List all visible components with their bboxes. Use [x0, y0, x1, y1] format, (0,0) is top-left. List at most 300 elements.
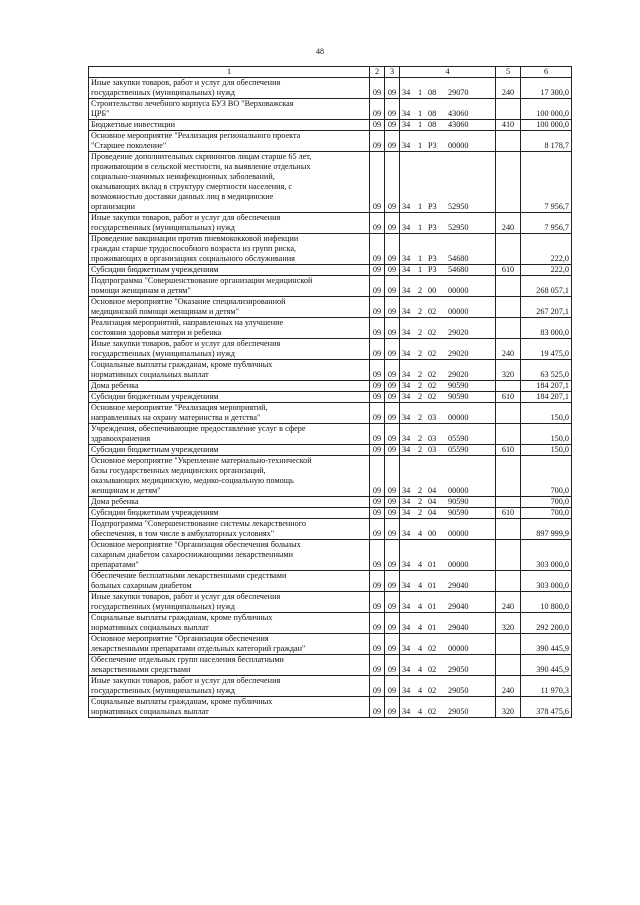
row-amount-cell: 150,0: [521, 445, 572, 456]
target-article-part: 29070: [448, 88, 469, 97]
row-name-cell: Иные закупки товаров, работ и услуг для обеспечения государственных (муниципальных) нужд: [89, 213, 370, 234]
target-article-part: 00000: [448, 644, 469, 653]
target-article-part: 90590: [448, 392, 469, 401]
target-article-part: 4: [418, 665, 423, 674]
row-target-article-cell: [400, 99, 496, 120]
row-amount-cell: 100 000,0: [521, 99, 572, 120]
row-section-cell: 09: [370, 424, 385, 445]
header-cell-expense-type: 5: [496, 67, 521, 78]
target-article-part: 54680: [448, 265, 469, 274]
target-article-part: 34: [402, 307, 411, 316]
target-article-part: 02: [428, 370, 437, 379]
row-target-article-cell: [400, 276, 496, 297]
target-article-part: 2: [418, 286, 423, 295]
target-article-part: 29040: [448, 623, 469, 632]
row-section-cell: 09: [370, 318, 385, 339]
target-article-part: 2: [418, 508, 423, 517]
target-article-part: 29050: [448, 665, 469, 674]
row-section-cell: 09: [370, 456, 385, 497]
target-article-part: 1: [418, 109, 423, 118]
row-target-article-cell: [400, 152, 496, 213]
row-name-cell: Обеспечение бесплатными лекарственными средствами больных сахарным диабетом: [89, 571, 370, 592]
row-expense-type-cell: 240: [496, 592, 521, 613]
row-target-article-cell: [400, 318, 496, 339]
row-expense-type-cell: [496, 381, 521, 392]
row-section-cell: 09: [370, 571, 385, 592]
target-article-part: 2: [418, 328, 423, 337]
row-name-cell: Основное мероприятие "Оказание специализированной медицинской помощи женщинам и детям": [89, 297, 370, 318]
row-amount-cell: 100 000,0: [521, 120, 572, 131]
row-target-article-cell: [400, 392, 496, 403]
row-expense-type-cell: 240: [496, 78, 521, 99]
row-subsection-cell: 09: [385, 456, 400, 497]
target-article-part: 34: [402, 497, 411, 506]
target-article-part: 90590: [448, 508, 469, 517]
target-article-part: 29020: [448, 328, 469, 337]
row-section-cell: 09: [370, 276, 385, 297]
target-article-part: 02: [428, 686, 437, 695]
target-article-part: 34: [402, 88, 411, 97]
target-article-part: P3: [428, 265, 437, 274]
target-article-part: 4: [418, 644, 423, 653]
row-subsection-cell: 09: [385, 152, 400, 213]
row-section-cell: 09: [370, 508, 385, 519]
row-subsection-cell: 09: [385, 339, 400, 360]
target-article-part: 00000: [448, 529, 469, 538]
target-article-part: 04: [428, 497, 437, 506]
row-expense-type-cell: [496, 456, 521, 497]
target-article-part: 2: [418, 349, 423, 358]
target-article-part: 34: [402, 413, 411, 422]
table-row: [89, 152, 572, 213]
target-article-part: P3: [428, 141, 437, 150]
target-article-part: 34: [402, 109, 411, 118]
target-article-part: 08: [428, 120, 437, 129]
row-subsection-cell: 09: [385, 265, 400, 276]
row-amount-cell: 7 956,7: [521, 152, 572, 213]
target-article-part: 03: [428, 445, 437, 454]
target-article-part: 34: [402, 202, 411, 211]
row-name-cell: Основное мероприятие "Организация обеспечения больных сахарным диабетом сахароснижающими лекарственными препаратами": [89, 540, 370, 571]
row-name-cell: Учреждения, обеспечивающие предоставление услуг в сфере здравоохранения: [89, 424, 370, 445]
target-article-part: 29020: [448, 349, 469, 358]
row-name-cell: Проведение дополнительных скринингов лицам старше 65 лет, проживающим в сельской местности, на выявление отдельных социально-значимых неинфекционных заболеваний, оказывающих вклад в структуру смертности населения, с возможностью доставки данных лиц в медицинские организации: [89, 152, 370, 213]
target-article-part: 01: [428, 623, 437, 632]
row-amount-cell: 19 475,0: [521, 339, 572, 360]
table-row: [89, 297, 572, 318]
target-article-part: 29050: [448, 707, 469, 716]
target-article-part: 43060: [448, 120, 469, 129]
row-amount-cell: 17 300,0: [521, 78, 572, 99]
row-section-cell: 09: [370, 497, 385, 508]
target-article-part: 90590: [448, 497, 469, 506]
target-article-part: 34: [402, 686, 411, 695]
row-name-cell: Обеспечение отдельных групп населения бесплатными лекарственными средствами: [89, 655, 370, 676]
target-article-part: 34: [402, 349, 411, 358]
row-target-article-cell: [400, 676, 496, 697]
target-article-part: 00000: [448, 307, 469, 316]
target-article-part: 05590: [448, 434, 469, 443]
row-target-article-cell: [400, 508, 496, 519]
target-article-part: 2: [418, 486, 423, 495]
target-article-part: 02: [428, 349, 437, 358]
target-article-part: 00000: [448, 486, 469, 495]
table-row: [89, 424, 572, 445]
row-name-cell: Социальные выплаты гражданам, кроме публичных нормативных социальных выплат: [89, 697, 370, 718]
target-article-part: 2: [418, 307, 423, 316]
row-name-cell: Основное мероприятие "Укрепление материально-технической базы государственных медицинских организаций, оказывающих медицинскую, медико-социальную помощь женщинам и детям": [89, 456, 370, 497]
target-article-part: 29040: [448, 581, 469, 590]
target-article-part: 29040: [448, 602, 469, 611]
row-expense-type-cell: [496, 152, 521, 213]
row-target-article-cell: [400, 403, 496, 424]
row-section-cell: 09: [370, 120, 385, 131]
row-subsection-cell: 09: [385, 99, 400, 120]
target-article-part: 4: [418, 529, 423, 538]
row-name-cell: Бюджетные инвестиции: [89, 120, 370, 131]
target-article-part: 34: [402, 381, 411, 390]
target-article-part: 00: [428, 286, 437, 295]
target-article-part: 04: [428, 508, 437, 517]
target-article-part: 43060: [448, 109, 469, 118]
table-row: [89, 519, 572, 540]
row-subsection-cell: 09: [385, 613, 400, 634]
table-row: [89, 78, 572, 99]
target-article-part: 34: [402, 328, 411, 337]
target-article-part: 34: [402, 560, 411, 569]
row-section-cell: 09: [370, 403, 385, 424]
row-name-cell: Субсидии бюджетным учреждениям: [89, 445, 370, 456]
row-target-article-cell: [400, 120, 496, 131]
row-name-cell: Подпрограмма "Совершенствование организации медицинской помощи женщинам и детям": [89, 276, 370, 297]
target-article-part: 03: [428, 413, 437, 422]
row-subsection-cell: 09: [385, 571, 400, 592]
target-article-part: 34: [402, 707, 411, 716]
target-article-part: 52950: [448, 202, 469, 211]
target-article-part: 4: [418, 581, 423, 590]
row-amount-cell: 390 445,9: [521, 634, 572, 655]
row-subsection-cell: 09: [385, 592, 400, 613]
row-expense-type-cell: [496, 403, 521, 424]
row-amount-cell: 184 207,1: [521, 381, 572, 392]
row-name-cell: Дома ребенка: [89, 381, 370, 392]
target-article-part: 34: [402, 120, 411, 129]
target-article-part: 08: [428, 109, 437, 118]
table-row: [89, 339, 572, 360]
target-article-part: 34: [402, 581, 411, 590]
row-expense-type-cell: 320: [496, 360, 521, 381]
row-target-article-cell: [400, 519, 496, 540]
target-article-part: 34: [402, 392, 411, 401]
row-expense-type-cell: 240: [496, 676, 521, 697]
target-article-part: 02: [428, 307, 437, 316]
table-row: [89, 571, 572, 592]
target-article-part: 34: [402, 141, 411, 150]
row-amount-cell: 897 999,9: [521, 519, 572, 540]
row-name-cell: Субсидии бюджетным учреждениям: [89, 508, 370, 519]
row-expense-type-cell: [496, 655, 521, 676]
target-article-part: 1: [418, 265, 423, 274]
row-section-cell: 09: [370, 339, 385, 360]
target-article-part: P3: [428, 254, 437, 263]
target-article-part: 4: [418, 623, 423, 632]
row-amount-cell: 268 057,1: [521, 276, 572, 297]
row-amount-cell: 7 956,7: [521, 213, 572, 234]
row-section-cell: 09: [370, 78, 385, 99]
target-article-part: 02: [428, 328, 437, 337]
row-amount-cell: 700,0: [521, 508, 572, 519]
row-target-article-cell: [400, 339, 496, 360]
row-subsection-cell: 09: [385, 445, 400, 456]
target-article-part: 1: [418, 88, 423, 97]
target-article-part: 34: [402, 529, 411, 538]
row-amount-cell: 303 000,0: [521, 540, 572, 571]
row-subsection-cell: 09: [385, 213, 400, 234]
row-subsection-cell: 09: [385, 540, 400, 571]
header-row: [89, 67, 572, 78]
header-cell-section: 2: [370, 67, 385, 78]
row-expense-type-cell: 610: [496, 445, 521, 456]
row-subsection-cell: 09: [385, 131, 400, 152]
row-subsection-cell: 09: [385, 508, 400, 519]
row-subsection-cell: 09: [385, 276, 400, 297]
header-cell-subsection: 3: [385, 67, 400, 78]
row-target-article-cell: [400, 497, 496, 508]
row-expense-type-cell: 240: [496, 339, 521, 360]
row-name-cell: Реализация мероприятий, направленных на улучшение состояния здоровья матери и ребенка: [89, 318, 370, 339]
row-amount-cell: 700,0: [521, 497, 572, 508]
target-article-part: 00: [428, 529, 437, 538]
target-article-part: 2: [418, 392, 423, 401]
target-article-part: 29020: [448, 370, 469, 379]
table-row: [89, 497, 572, 508]
row-section-cell: 09: [370, 676, 385, 697]
target-article-part: 34: [402, 265, 411, 274]
row-section-cell: 09: [370, 392, 385, 403]
target-article-part: 00000: [448, 560, 469, 569]
row-target-article-cell: [400, 78, 496, 99]
table-row: [89, 265, 572, 276]
row-subsection-cell: 09: [385, 497, 400, 508]
target-article-part: 34: [402, 644, 411, 653]
row-amount-cell: 700,0: [521, 456, 572, 497]
row-subsection-cell: 09: [385, 360, 400, 381]
target-article-part: 00000: [448, 286, 469, 295]
target-article-part: 02: [428, 707, 437, 716]
target-article-part: 1: [418, 141, 423, 150]
row-target-article-cell: [400, 655, 496, 676]
table-row: [89, 381, 572, 392]
row-name-cell: Строительство лечебного корпуса БУЗ ВО "Верховажская ЦРБ": [89, 99, 370, 120]
row-section-cell: 09: [370, 297, 385, 318]
row-name-cell: Социальные выплаты гражданам, кроме публичных нормативных социальных выплат: [89, 613, 370, 634]
row-name-cell: Иные закупки товаров, работ и услуг для обеспечения государственных (муниципальных) нужд: [89, 676, 370, 697]
row-subsection-cell: 09: [385, 424, 400, 445]
row-amount-cell: 150,0: [521, 403, 572, 424]
row-target-article-cell: [400, 381, 496, 392]
target-article-part: 34: [402, 286, 411, 295]
target-article-part: 2: [418, 413, 423, 422]
row-expense-type-cell: 610: [496, 392, 521, 403]
table-row: [89, 131, 572, 152]
target-article-part: 4: [418, 707, 423, 716]
table-row: [89, 540, 572, 571]
table-row: [89, 99, 572, 120]
table-row: [89, 634, 572, 655]
target-article-part: 4: [418, 560, 423, 569]
table-row: [89, 508, 572, 519]
row-section-cell: 09: [370, 540, 385, 571]
row-amount-cell: 63 525,0: [521, 360, 572, 381]
table-row: [89, 613, 572, 634]
row-expense-type-cell: [496, 540, 521, 571]
row-amount-cell: 150,0: [521, 424, 572, 445]
row-name-cell: Дома ребенка: [89, 497, 370, 508]
target-article-part: 02: [428, 644, 437, 653]
row-amount-cell: 83 000,0: [521, 318, 572, 339]
row-expense-type-cell: [496, 234, 521, 265]
row-expense-type-cell: 240: [496, 213, 521, 234]
table-row: [89, 697, 572, 718]
row-target-article-cell: [400, 424, 496, 445]
row-amount-cell: 303 000,0: [521, 571, 572, 592]
row-subsection-cell: 09: [385, 381, 400, 392]
table-row: [89, 592, 572, 613]
row-section-cell: 09: [370, 613, 385, 634]
target-article-part: 54680: [448, 254, 469, 263]
row-target-article-cell: [400, 634, 496, 655]
row-amount-cell: 378 475,6: [521, 697, 572, 718]
row-subsection-cell: 09: [385, 634, 400, 655]
row-name-cell: Основное мероприятие "Организация обеспечения лекарственными препаратами отдельных категорий граждан": [89, 634, 370, 655]
row-name-cell: Проведение вакцинации против пневмококковой инфекции граждан старше трудоспособного возраста из групп риска, проживающих в организациях социального обслуживания: [89, 234, 370, 265]
row-expense-type-cell: [496, 276, 521, 297]
target-article-part: 34: [402, 508, 411, 517]
row-expense-type-cell: 410: [496, 120, 521, 131]
row-section-cell: 09: [370, 697, 385, 718]
row-section-cell: 09: [370, 360, 385, 381]
row-section-cell: 09: [370, 131, 385, 152]
row-subsection-cell: 09: [385, 297, 400, 318]
row-section-cell: 09: [370, 265, 385, 276]
row-section-cell: 09: [370, 152, 385, 213]
target-article-part: 01: [428, 581, 437, 590]
row-amount-cell: 390 445,9: [521, 655, 572, 676]
target-article-part: 4: [418, 686, 423, 695]
table-row: [89, 456, 572, 497]
row-section-cell: 09: [370, 445, 385, 456]
row-name-cell: Субсидии бюджетным учреждениям: [89, 392, 370, 403]
table-row: [89, 392, 572, 403]
target-article-part: 34: [402, 623, 411, 632]
row-subsection-cell: 09: [385, 120, 400, 131]
row-target-article-cell: [400, 540, 496, 571]
row-expense-type-cell: [496, 571, 521, 592]
target-article-part: 2: [418, 434, 423, 443]
row-name-cell: Подпрограмма "Совершенствование системы лекарственного обеспечения, в том числе в амбулаторных условиях": [89, 519, 370, 540]
row-amount-cell: 222,0: [521, 265, 572, 276]
row-target-article-cell: [400, 592, 496, 613]
target-article-part: 4: [418, 602, 423, 611]
row-amount-cell: 11 970,3: [521, 676, 572, 697]
row-target-article-cell: [400, 297, 496, 318]
row-section-cell: 09: [370, 519, 385, 540]
row-section-cell: 09: [370, 381, 385, 392]
target-article-part: 02: [428, 381, 437, 390]
target-article-part: 2: [418, 497, 423, 506]
row-expense-type-cell: 320: [496, 697, 521, 718]
target-article-part: 34: [402, 665, 411, 674]
row-expense-type-cell: [496, 519, 521, 540]
row-target-article-cell: [400, 456, 496, 497]
target-article-part: 2: [418, 381, 423, 390]
row-name-cell: Иные закупки товаров, работ и услуг для обеспечения государственных (муниципальных) нужд: [89, 78, 370, 99]
row-expense-type-cell: [496, 634, 521, 655]
row-name-cell: Иные закупки товаров, работ и услуг для обеспечения государственных (муниципальных) нужд: [89, 339, 370, 360]
target-article-part: 29050: [448, 686, 469, 695]
row-expense-type-cell: [496, 497, 521, 508]
row-subsection-cell: 09: [385, 655, 400, 676]
target-article-part: 34: [402, 602, 411, 611]
target-article-part: P3: [428, 223, 437, 232]
row-section-cell: 09: [370, 592, 385, 613]
target-article-part: 08: [428, 88, 437, 97]
target-article-part: 2: [418, 445, 423, 454]
row-amount-cell: 222,0: [521, 234, 572, 265]
table-row: [89, 213, 572, 234]
row-target-article-cell: [400, 445, 496, 456]
target-article-part: 00000: [448, 413, 469, 422]
target-article-part: 34: [402, 445, 411, 454]
target-article-part: 2: [418, 370, 423, 379]
table-row: [89, 120, 572, 131]
target-article-part: 1: [418, 120, 423, 129]
target-article-part: 00000: [448, 141, 469, 150]
row-section-cell: 09: [370, 655, 385, 676]
row-section-cell: 09: [370, 634, 385, 655]
row-subsection-cell: 09: [385, 78, 400, 99]
table-row: [89, 445, 572, 456]
target-article-part: 04: [428, 486, 437, 495]
row-name-cell: Социальные выплаты гражданам, кроме публичных нормативных социальных выплат: [89, 360, 370, 381]
table-row: [89, 676, 572, 697]
row-target-article-cell: [400, 613, 496, 634]
target-article-part: 34: [402, 223, 411, 232]
row-section-cell: 09: [370, 213, 385, 234]
row-expense-type-cell: [496, 424, 521, 445]
row-name-cell: Иные закупки товаров, работ и услуг для обеспечения государственных (муниципальных) нужд: [89, 592, 370, 613]
table-row: [89, 318, 572, 339]
row-target-article-cell: [400, 265, 496, 276]
target-article-part: 52950: [448, 223, 469, 232]
row-amount-cell: 292 200,0: [521, 613, 572, 634]
row-expense-type-cell: 610: [496, 265, 521, 276]
target-article-part: 34: [402, 254, 411, 263]
budget-table: [88, 66, 572, 718]
row-amount-cell: 8 178,7: [521, 131, 572, 152]
row-target-article-cell: [400, 697, 496, 718]
row-name-cell: Субсидии бюджетным учреждениям: [89, 265, 370, 276]
target-article-part: 05590: [448, 445, 469, 454]
row-target-article-cell: [400, 234, 496, 265]
row-subsection-cell: 09: [385, 676, 400, 697]
page-number: 48: [316, 47, 324, 56]
header-cell-name: 1: [89, 67, 370, 78]
target-article-part: 1: [418, 223, 423, 232]
row-section-cell: 09: [370, 99, 385, 120]
table-row: [89, 360, 572, 381]
row-expense-type-cell: [496, 99, 521, 120]
